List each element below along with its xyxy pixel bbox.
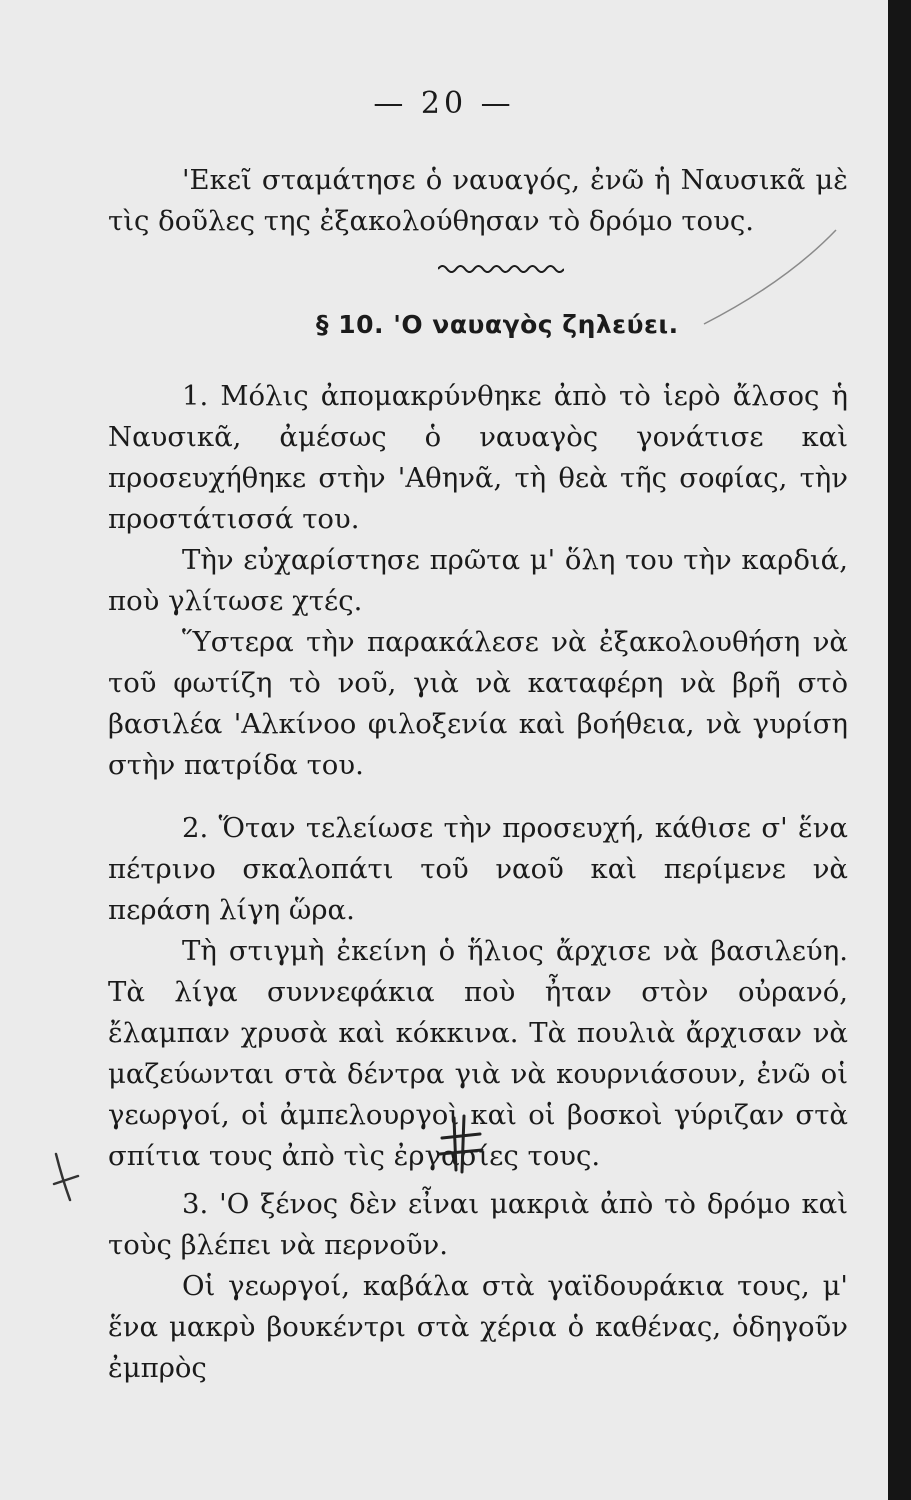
paragraph-2: Τὴν εὐχαρίστησε πρῶτα μ' ὅλη του τὴν καρδιά, ποὺ γλίτωσε χτές. bbox=[108, 544, 848, 617]
page-number: — 20 — bbox=[373, 86, 515, 121]
pencil-stroke-mark bbox=[696, 222, 846, 332]
paragraph-4: 2. Ὅταν τελείωσε τὴν προσευχή, κάθισε σ' ἕνα πέτρινο σκαλοπάτι τοῦ ναοῦ καὶ περίμενε νὰ περάση λίγη ὥρα. bbox=[108, 812, 848, 926]
handwritten-cross-mark bbox=[48, 1148, 88, 1206]
section-1-block bbox=[108, 376, 848, 786]
paragraph-3: Ὕστερα τὴν παρακάλεσε νὰ ἐξακολουθήση νὰ τοῦ φωτίζη τὸ νοῦ, γιὰ νὰ καταφέρη νὰ βρῆ στὸ βασιλέα 'Αλκίνοο φιλοξενία καὶ βοήθεια, νὰ γυρίση στὴν πατρίδα του. bbox=[108, 626, 848, 781]
section-heading: § 10. 'Ο ναυαγὸς ζηλεύει. bbox=[316, 310, 679, 339]
paragraph-5: Τὴ στιγμὴ ἐκείνη ὁ ἥλιος ἄρχισε νὰ βασιλεύη. Τὰ λίγα συννεφάκια ποὺ ἦταν στὸν οὐρανό, ἔλαμπαν χρυσὰ καὶ κόκκινα. Τὰ πουλιὰ ἄρχισαν νὰ μαζεύωνται στὰ δέντρα γιὰ νὰ κουρνιάσουν, ἐνῶ οἱ γεωργοί, οἱ ἀμπελουργοὶ καὶ οἱ βοσκοὶ γύριζαν στὰ σπίτια τους ἀπὸ τὶς ἐργασίες τους. bbox=[108, 935, 848, 1172]
paragraph-6: 3. 'Ο ξένος δὲν εἶναι μακριὰ ἀπὸ τὸ δρόμο καὶ τοὺς βλέπει νὰ περνοῦν. bbox=[108, 1188, 848, 1261]
intro-paragraph-text: 'Εκεῖ σταμάτησε ὁ ναυαγός, ἐνῶ ἡ Ναυσικᾶ μὲ τὶς δοῦλες της ἐξακολούθησαν τὸ δρόμο τους. bbox=[108, 164, 848, 237]
page-edge-shadow bbox=[888, 0, 911, 1500]
paragraph-7: Οἱ γεωργοί, καβάλα στὰ γαϊδουράκια τους, μ' ἕνα μακρὺ βουκέντρι στὰ χέρια ὁ καθένας, ὁδηγοῦν ἐμπρὸς bbox=[108, 1270, 848, 1384]
paragraph-1: 1. Μόλις ἀπομακρύνθηκε ἀπὸ τὸ ἱερὸ ἄλσος ἡ Ναυσικᾶ, ἀμέσως ὁ ναυαγὸς γονάτισε καὶ προσευχήθηκε στὴν 'Αθηνᾶ, τὴ θεὰ τῆς σοφίας, τὴν προστάτισσά του. bbox=[108, 380, 848, 535]
wavy-divider bbox=[438, 262, 564, 276]
handwritten-hash-mark bbox=[432, 1112, 488, 1176]
section-3-block bbox=[108, 1184, 848, 1389]
